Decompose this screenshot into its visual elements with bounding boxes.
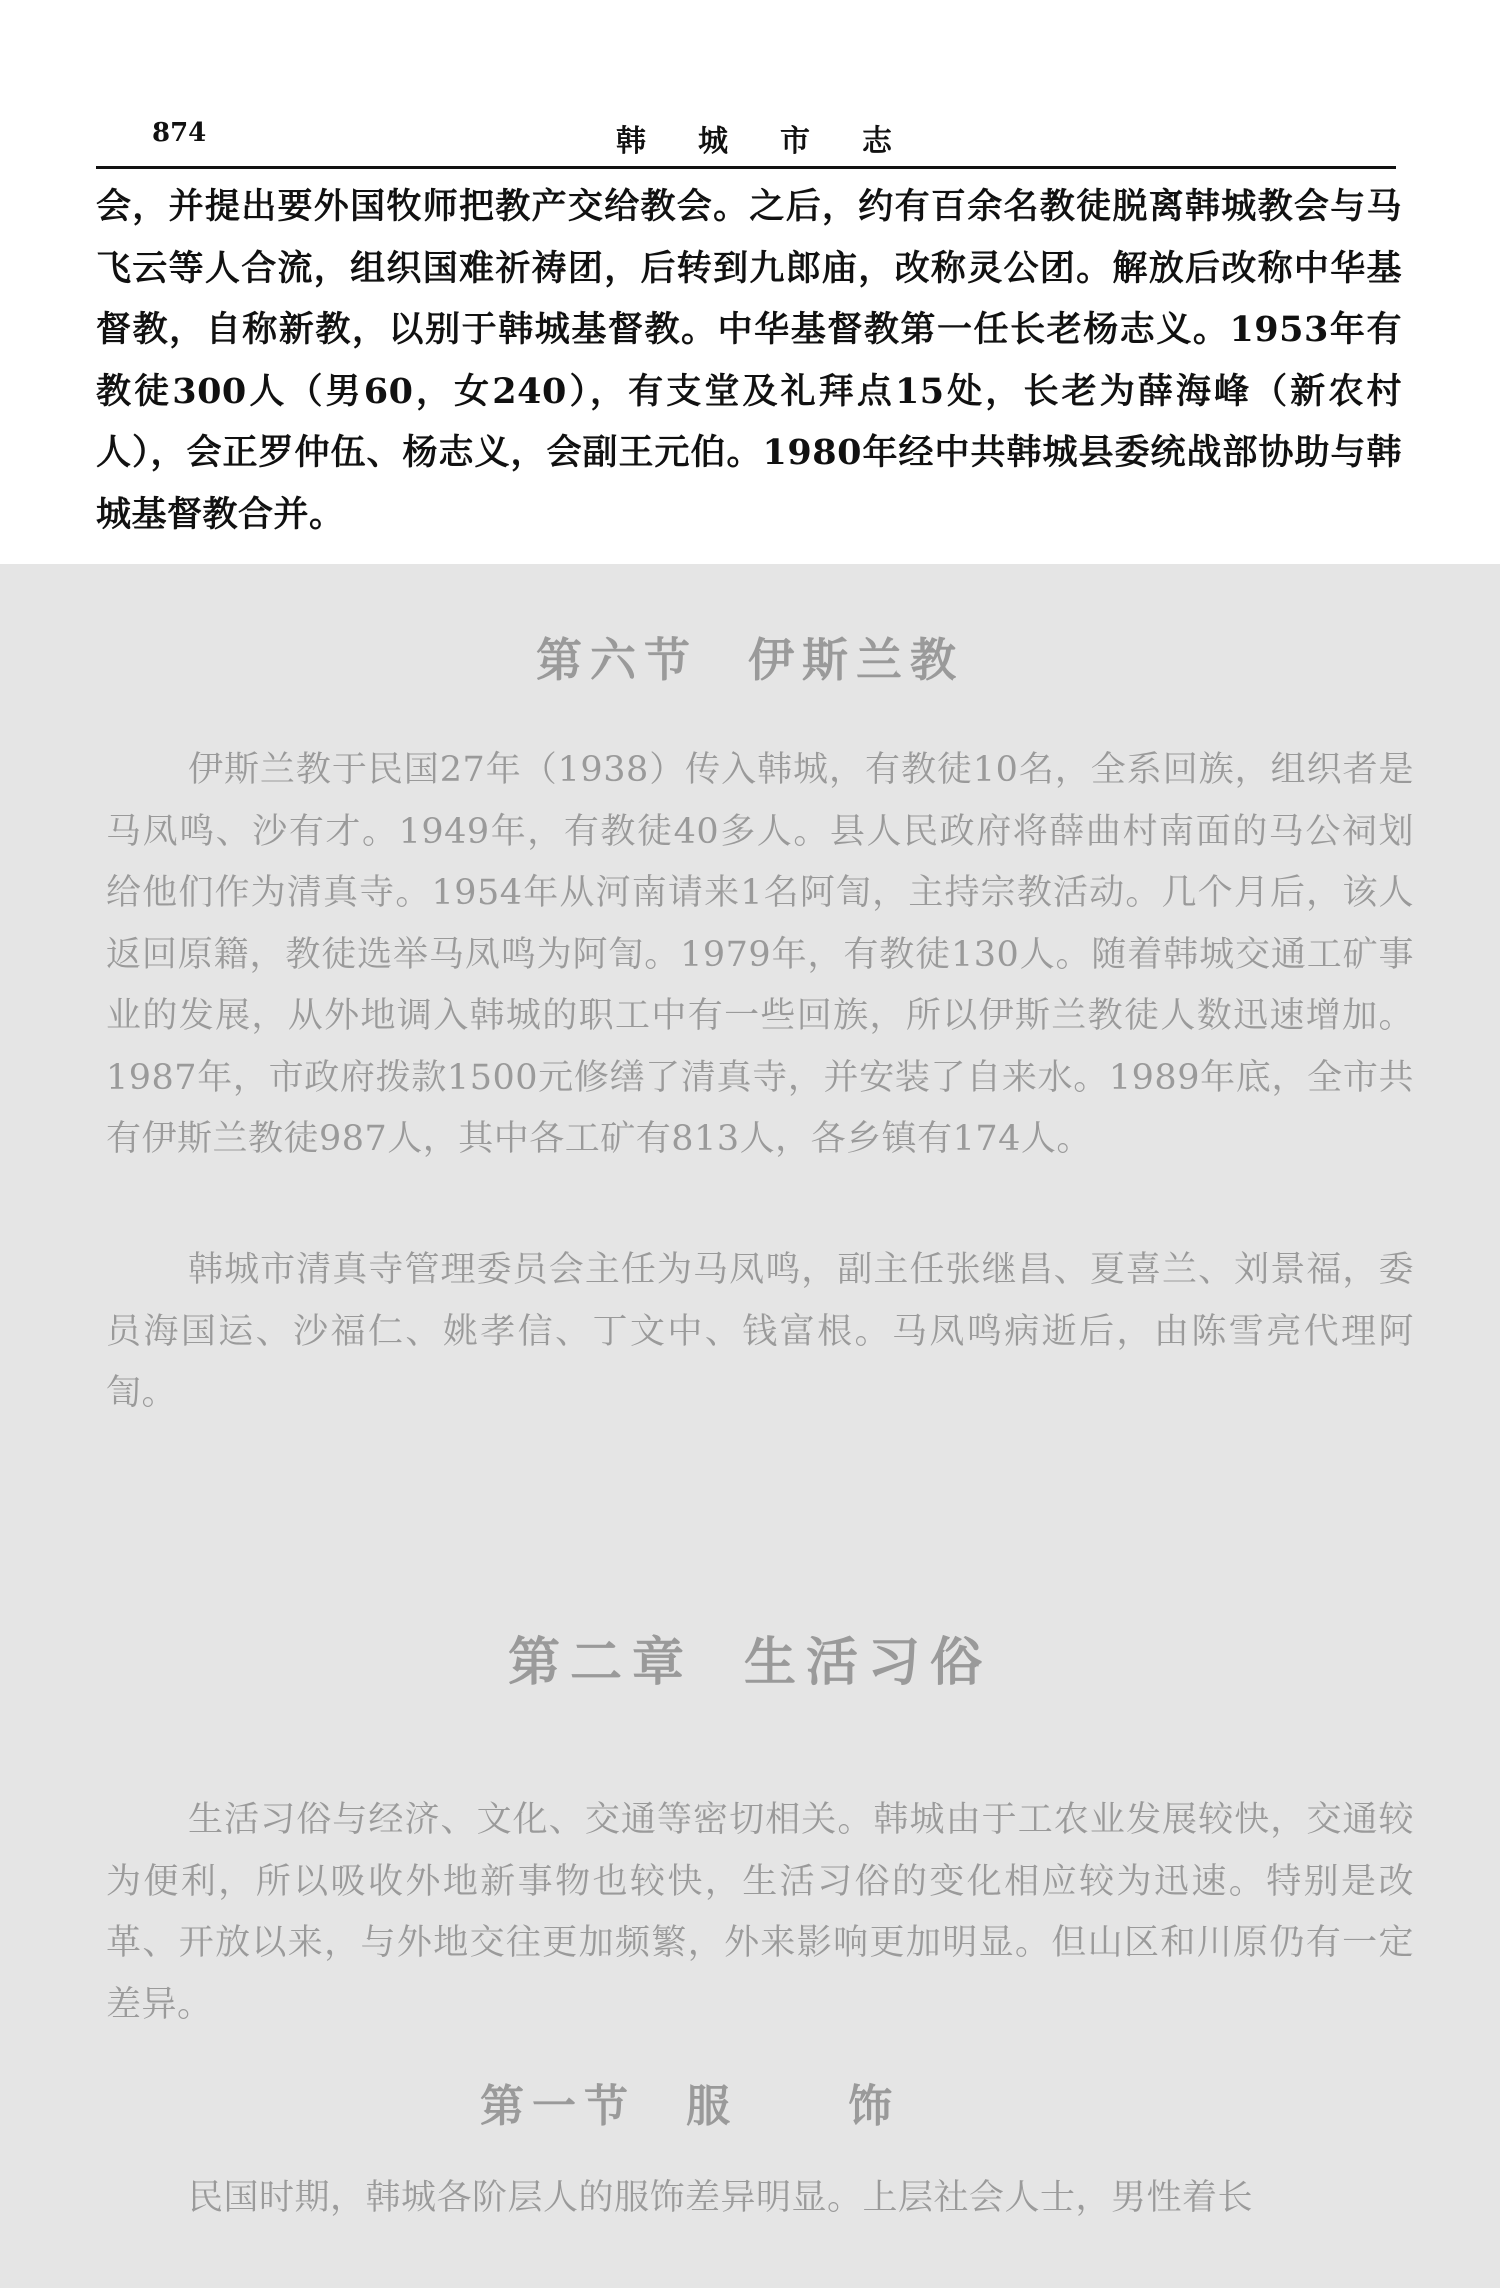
section-6-title: 伊斯兰教 [748, 633, 964, 687]
page-number: 874 [152, 118, 207, 148]
section-6-number: 第六节 [536, 633, 698, 687]
chapter-2-heading [0, 1620, 1500, 1695]
section-6-paragraph-2: 韩城市清真寺管理委员会主任为马凤鸣，副主任张继昌、夏喜兰、刘景福，委员海国运、沙福仁、姚孝信、丁文中、钱富根。马凤鸣病逝后，由陈雪亮代理阿訇。 [106, 1250, 1414, 1413]
header-rule [96, 166, 1396, 169]
top-paragraph: 会，并提出要外国牧师把教产交给教会。之后，约有百余名教徒脱离韩城教会与马飞云等人合流，组织国难祈祷团，后转到九郎庙，改称灵公团。解放后改称中华基督教，自称新教，以别于韩城基督教。中华基督教第一任长老杨志义。1953年有教徒300人（男60，女240），有支堂及礼拜点15处，长老为薛海峰（新农村人），会正罗仲伍、杨志义，会副王元伯。1980年经中共韩城县委统战部协助与韩城基督教合并。 [96, 186, 1402, 535]
section-1-number: 第一节 [480, 2081, 636, 2132]
chapter-2-title: 生活习俗 [744, 1632, 993, 1693]
chapter-2-number: 第二章 [507, 1632, 694, 1693]
section-1-title-part1: 服 [686, 2081, 738, 2132]
running-title: 韩城市志 [616, 124, 944, 159]
section-1-heading [0, 2070, 1440, 2134]
section-6-heading [0, 624, 1500, 690]
section-1-paragraph: 民国时期，韩城各阶层人的服饰差异明显。上层社会人士，男性着长 [188, 2178, 1254, 2218]
section-1-title-part2: 饰 [848, 2081, 900, 2132]
section-6-paragraph-1: 伊斯兰教于民国27年（1938）传入韩城，有教徒10名，全系回族，组织者是马凤鸣、沙有才。1949年，有教徒40多人。县人民政府将薛曲村南面的马公祠划给他们作为清真寺。1954年从河南请来1名阿訇，主持宗教活动。几个月后，该人返回原籍，教徒选举马凤鸣为阿訇。1979年，有教徒130人。随着韩城交通工矿事业的发展，从外地调入韩城的职工中有一些回族，所以伊斯兰教徒人数迅速增加。1987年，市政府拨款1500元修缮了清真寺，并安装了自来水。1989年底，全市共有伊斯兰教徒987人，其中各工矿有813人，各乡镇有174人。 [106, 750, 1414, 1159]
chapter-2-intro: 生活习俗与经济、文化、交通等密切相关。韩城由于工农业发展较快，交通较为便利，所以吸收外地新事物也较快，生活习俗的变化相应较为迅速。特别是改革、开放以来，与外地交往更加频繁，外来影响更加明显。但山区和川原仍有一定差异。 [106, 1800, 1414, 2025]
page-header [96, 112, 1396, 162]
